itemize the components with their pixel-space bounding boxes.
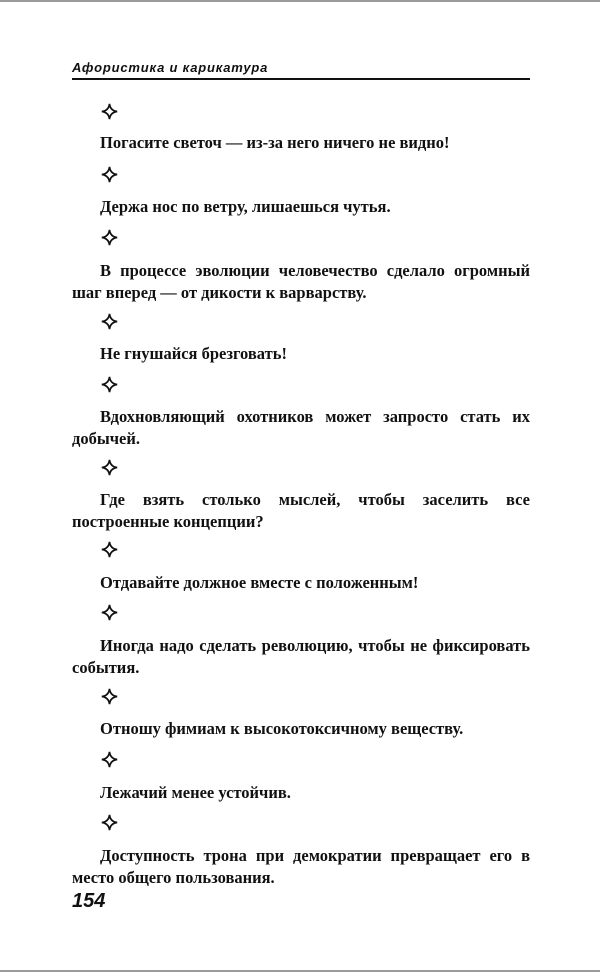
aphorism-text: Держа нос по ветру, лишаешься чутья.: [100, 197, 391, 216]
header-rule: [72, 78, 530, 80]
aphorism-text: Где взять столько мыслей, чтобы заселить все построенные концепции?: [72, 490, 530, 531]
four-point-star-icon: [101, 541, 118, 558]
four-point-star-icon: [101, 166, 118, 183]
aphorism-text: Доступность трона при демократии превращает его в место общего пользования.: [72, 846, 530, 887]
aphorism-text: Погасите светоч — из-за него ничего не видно!: [100, 133, 450, 152]
four-point-star-icon: [101, 313, 118, 330]
four-point-star-icon: [101, 376, 118, 393]
aphorism-text: Отдавайте должное вместе с положенным!: [100, 573, 419, 592]
four-point-star-icon: [101, 229, 118, 246]
four-point-star-icon: [101, 459, 118, 476]
page-number: 154: [72, 890, 106, 912]
aphorism-text: В процессе эволюции человечество сделало огромный шаг вперед — от дикости к варварству.: [72, 261, 530, 302]
four-point-star-icon: [101, 814, 118, 831]
aphorism-text: Не гнушайся брезговать!: [100, 344, 287, 363]
running-header: Афористика и карикатура: [72, 60, 269, 75]
four-point-star-icon: [101, 751, 118, 768]
aphorism-text: Иногда надо сделать революцию, чтобы не фиксировать события.: [72, 636, 530, 677]
aphorism-text: Лежачий менее устойчив.: [100, 783, 291, 802]
aphorism-text: Вдохновляющий охотников может запросто стать их добычей.: [72, 407, 530, 448]
four-point-star-icon: [101, 688, 118, 705]
four-point-star-icon: [101, 604, 118, 621]
aphorism-text: Отношу фимиам к высокотоксичному веществу.: [100, 719, 464, 738]
page-top-edge: [0, 0, 600, 2]
four-point-star-icon: [101, 103, 118, 120]
